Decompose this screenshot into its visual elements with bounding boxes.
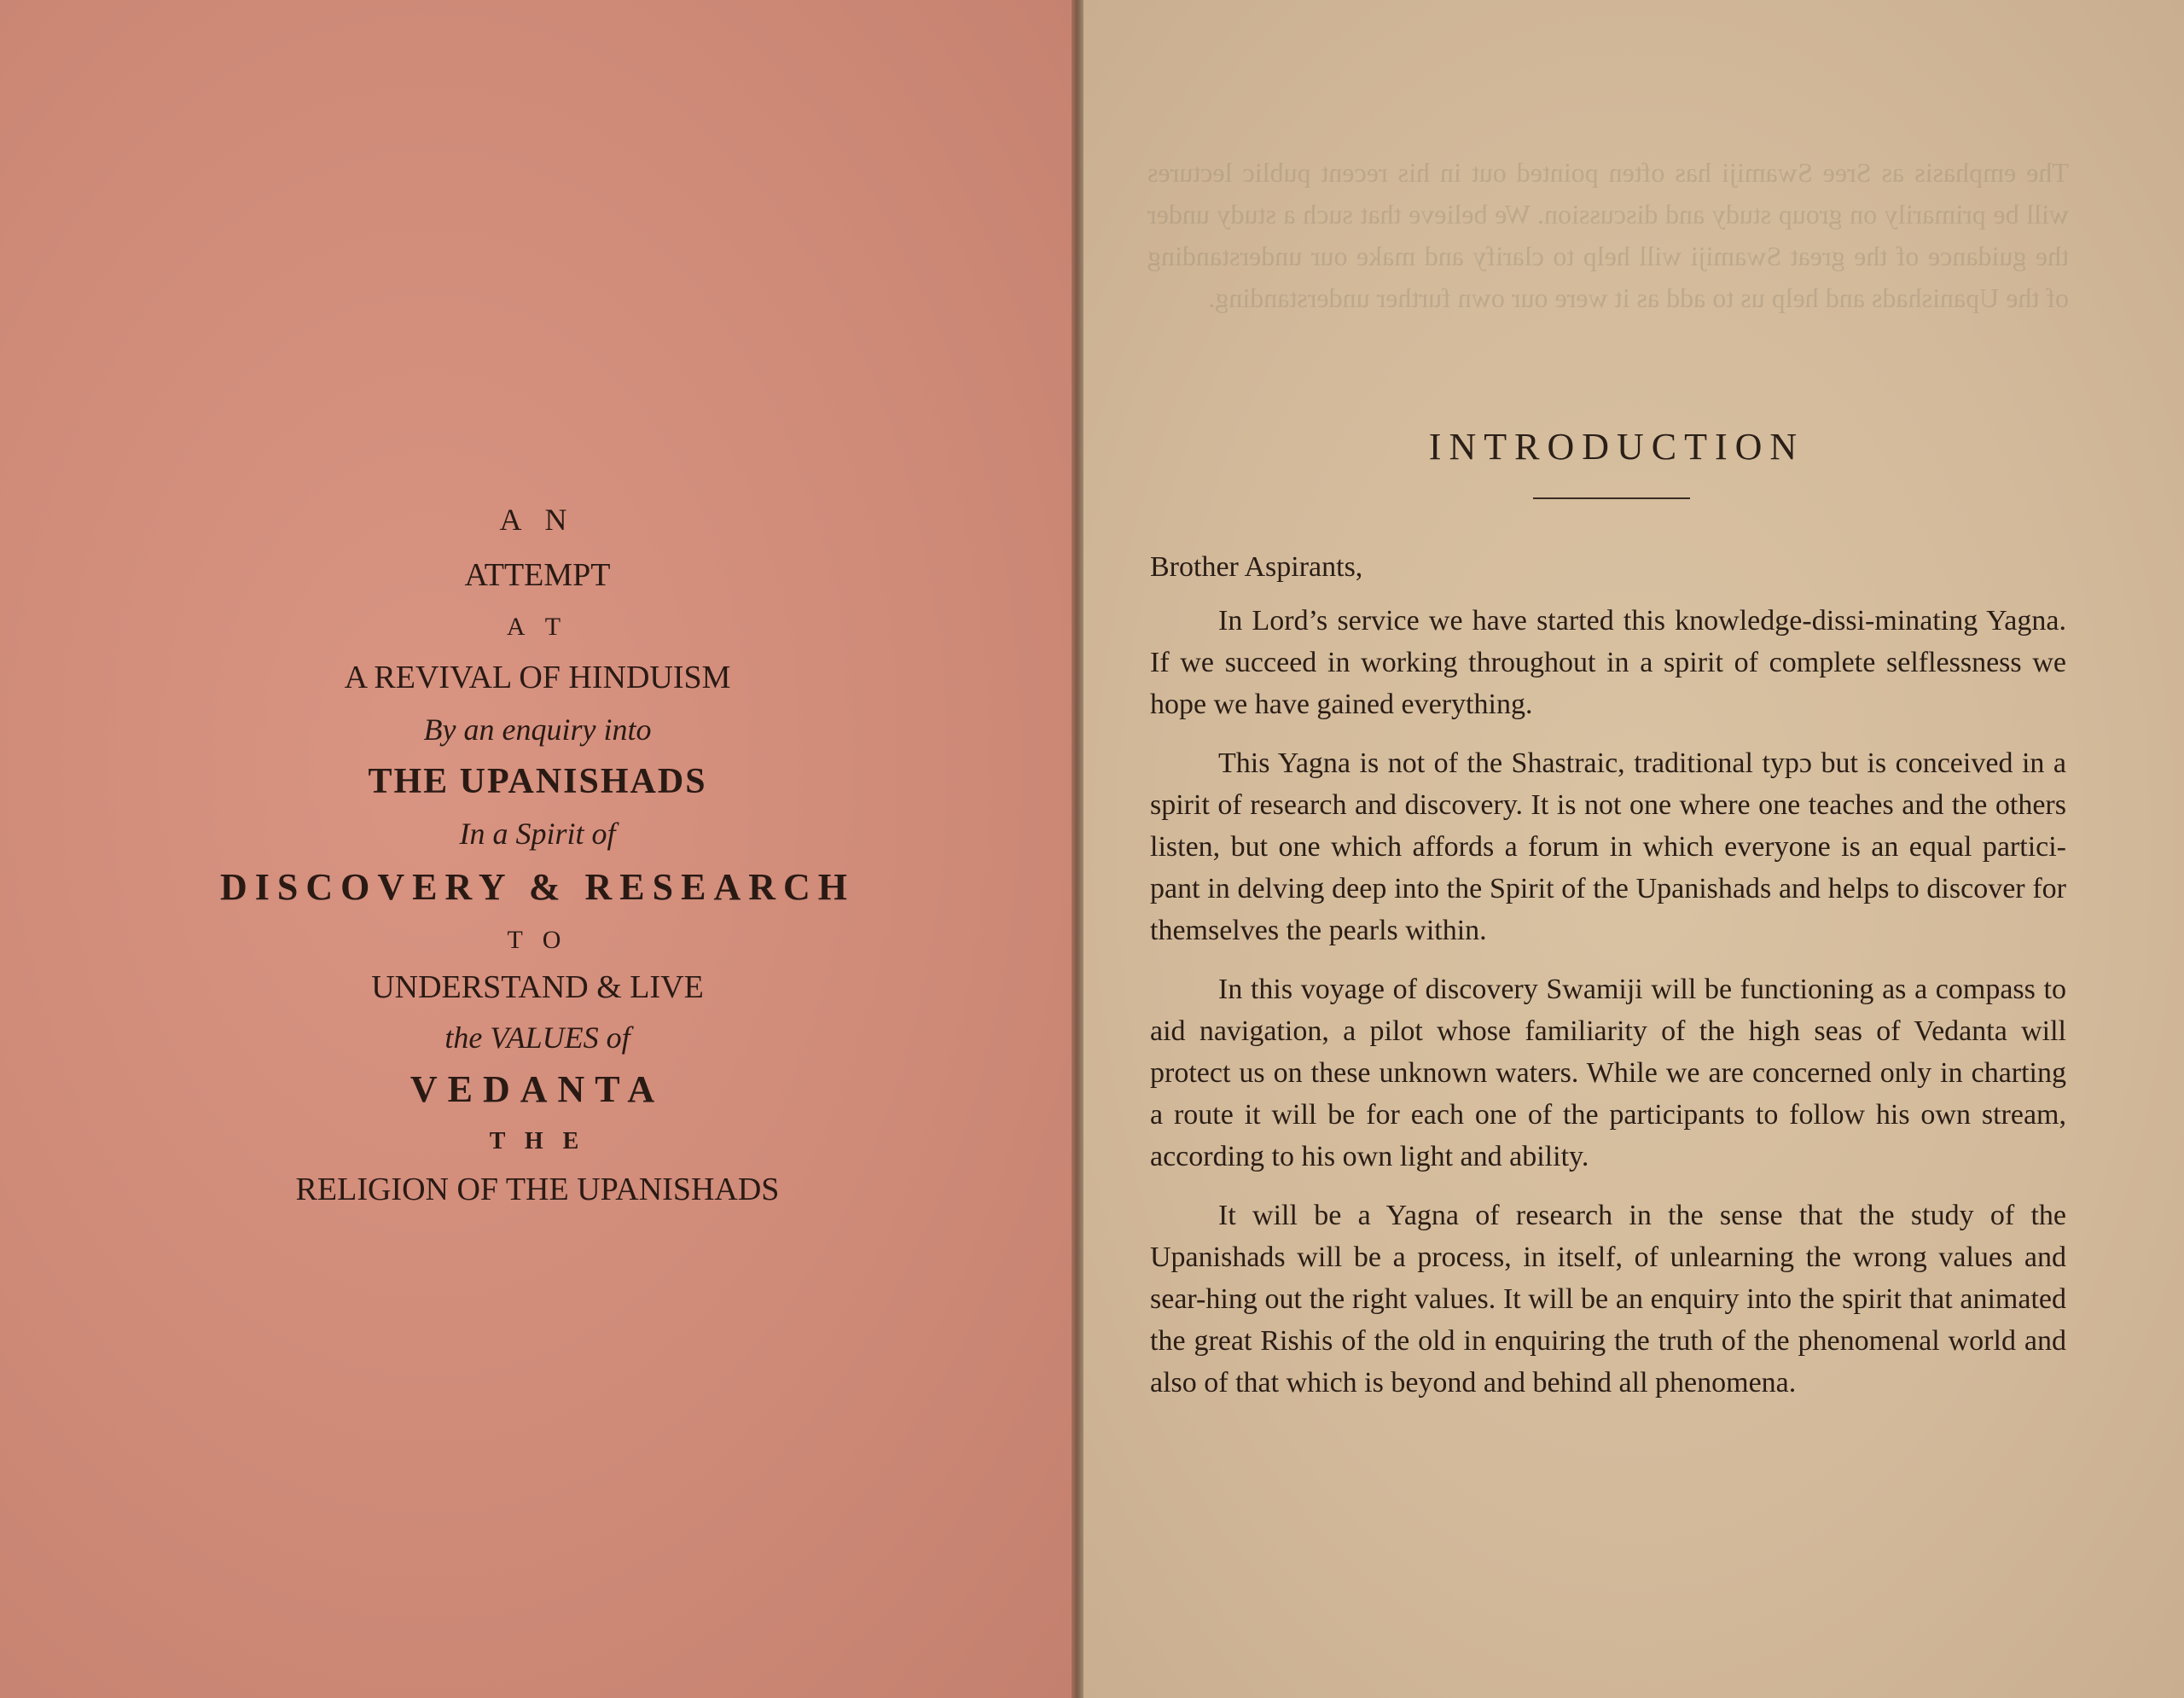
title-line-by-enquiry: By an enquiry into [423, 712, 652, 747]
title-line-values-of: the VALUES of [444, 1021, 630, 1055]
salutation: Brother Aspirants, [1150, 551, 1363, 583]
paragraph-1: In Lord’s service we have started this knowledge-dissi-minating Yagna. If we succeed in working throughout in a spirit of complete selflessness we hope we have gained everything. [1150, 605, 2066, 720]
title-line-discovery: DISCOVERY & RESEARCH [219, 866, 855, 908]
book-gutter [1072, 0, 1083, 1698]
title-line-at: A T [506, 613, 569, 641]
paragraph-3: In this voyage of discovery Swamiji will be functioning as a compass to aid navigation, a pilot whose familiarity of the high seas of Vedanta will protect us on these unknown waters. While we are concerned only in charting a route it will be for each one of the participants to follow his own stream, according to his own light and ability. [1150, 974, 2066, 1172]
introduction-body [1150, 546, 2066, 1421]
title-line-understand: UNDERSTAND & LIVE [371, 969, 704, 1005]
show-through-text: The emphasis as Sree Swamiji has often pointed out in his recent public lectures will be primarily on group study and discussion. We believe that such a study under the guidance of the great Swamiji will help to clarify and make our understanding of the Upanishads and help us to add as it were our own further understanding. [1147, 157, 2069, 313]
left-page-title [0, 0, 1077, 1698]
title-line-vedanta: VEDANTA [410, 1068, 665, 1110]
title-line-in-spirit: In a Spirit of [459, 817, 616, 851]
title-block [154, 502, 921, 1208]
heading-rule [1533, 497, 1690, 499]
title-line-upanishads: THE UPANISHADS [368, 762, 707, 801]
title-line-the: T H E [489, 1128, 586, 1154]
title-line-religion: RELIGION OF THE UPANISHADS [295, 1172, 780, 1207]
title-line-to: T O [507, 926, 568, 954]
title-line-an: A N [499, 503, 576, 537]
introduction-heading: INTRODUCTION [1428, 426, 1805, 468]
title-line-revival: A REVIVAL OF HINDUISM [344, 660, 731, 695]
paragraph-2: This Yagna is not of the Shastraic, traditional typɔ but is conceived in a spirit of research and discovery. It is not one where one teaches and the others listen, but one which affords a forum in which everyone is an equal partici-pant in delving deep into the Spirit of the Upanishads and helps to discover for themselves the pearls within. [1150, 747, 2066, 946]
paragraph-4: It will be a Yagna of research in the sense that the study of the Upanishads will be a process, in itself, of unlearning the wrong values and sear-hing out the right values. It will be an enquiry into the spirit that animated the great Rishis of the old in enquiring the truth of the phenomenal world and also of that which is beyond and behind all phenomena. [1150, 1200, 2066, 1399]
title-line-attempt: ATTEMPT [464, 557, 611, 593]
